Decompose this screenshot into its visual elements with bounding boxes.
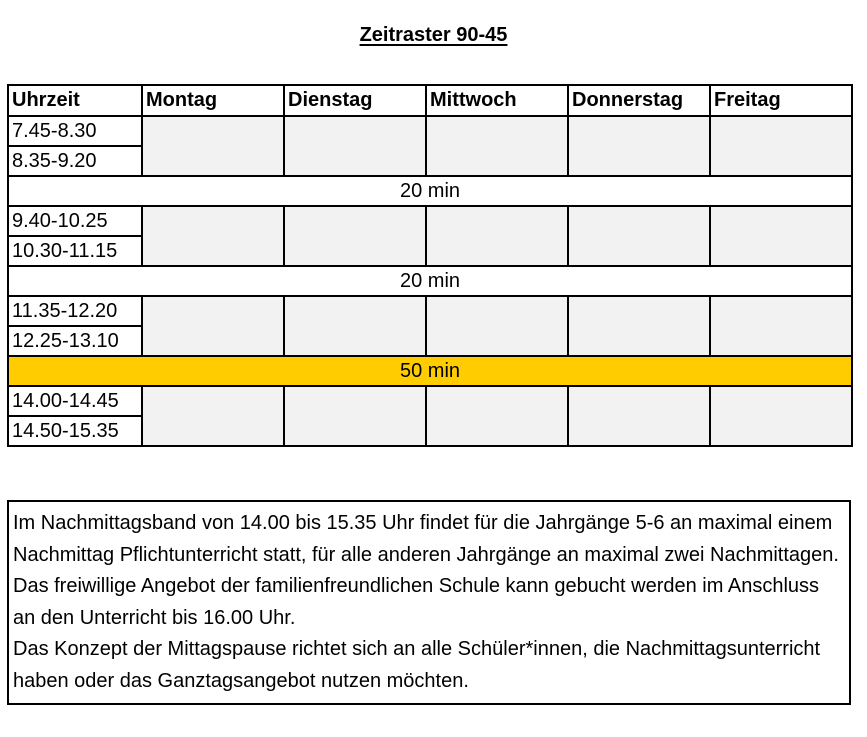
time-slot: 11.35-12.20 (8, 296, 142, 326)
time-slot: 8.35-9.20 (8, 146, 142, 176)
block-cell-wednesday (426, 116, 568, 176)
block-cell-friday (710, 116, 852, 176)
block-cell-tuesday (284, 386, 426, 446)
block-cell-friday (710, 386, 852, 446)
block-cell-wednesday (426, 296, 568, 356)
block-cell-wednesday (426, 206, 568, 266)
table-row (8, 206, 852, 236)
time-slot: 12.25-13.10 (8, 326, 142, 356)
block-cell-friday (710, 296, 852, 356)
break-label: 20 min (8, 176, 852, 206)
info-box (7, 500, 851, 705)
header-tuesday: Dienstag (284, 85, 426, 116)
header-friday: Freitag (710, 85, 852, 116)
break-row (8, 176, 852, 206)
header-row (8, 85, 852, 116)
block-cell-monday (142, 386, 284, 446)
timetable (7, 84, 853, 447)
time-slot: 14.00-14.45 (8, 386, 142, 416)
header-thursday: Donnerstag (568, 85, 710, 116)
header-time: Uhrzeit (8, 85, 142, 116)
page-title: Zeitraster 90-45 (359, 24, 508, 46)
table-row (8, 296, 852, 326)
block-cell-friday (710, 206, 852, 266)
header-wednesday: Mittwoch (426, 85, 568, 116)
table-row (8, 116, 852, 146)
block-cell-monday (142, 296, 284, 356)
info-paragraph: Das freiwillige Angebot der familienfreundlichen Schule kann gebucht werden im Anschluss an den Unterricht bis 16.00 Uhr. (13, 575, 820, 629)
block-cell-monday (142, 206, 284, 266)
block-cell-monday (142, 116, 284, 176)
block-cell-tuesday (284, 206, 426, 266)
table-row (8, 386, 852, 416)
block-cell-thursday (568, 386, 710, 446)
time-slot: 9.40-10.25 (8, 206, 142, 236)
block-cell-thursday (568, 296, 710, 356)
block-cell-tuesday (284, 116, 426, 176)
time-slot: 14.50-15.35 (8, 416, 142, 446)
block-cell-thursday (568, 206, 710, 266)
block-cell-thursday (568, 116, 710, 176)
break-label: 20 min (8, 266, 852, 296)
info-paragraph: Das Konzept der Mittagspause richtet sich an alle Schüler*innen, die Nachmittagsunterricht haben oder das Ganztagsangebot nutzen möchten. (13, 638, 821, 692)
info-paragraph: Im Nachmittagsband von 14.00 bis 15.35 Uhr findet für die Jahrgänge 5-6 an maximal einem Nachmittag Pflichtunterricht statt, für alle anderen Jahrgänge an maximal zwei Nachmittagen. (13, 512, 839, 566)
header-monday: Montag (142, 85, 284, 116)
block-cell-wednesday (426, 386, 568, 446)
break-row (8, 266, 852, 296)
time-slot: 10.30-11.15 (8, 236, 142, 266)
lunch-break-row (8, 356, 852, 386)
block-cell-tuesday (284, 296, 426, 356)
lunch-break-label: 50 min (8, 356, 852, 386)
time-slot: 7.45-8.30 (8, 116, 142, 146)
